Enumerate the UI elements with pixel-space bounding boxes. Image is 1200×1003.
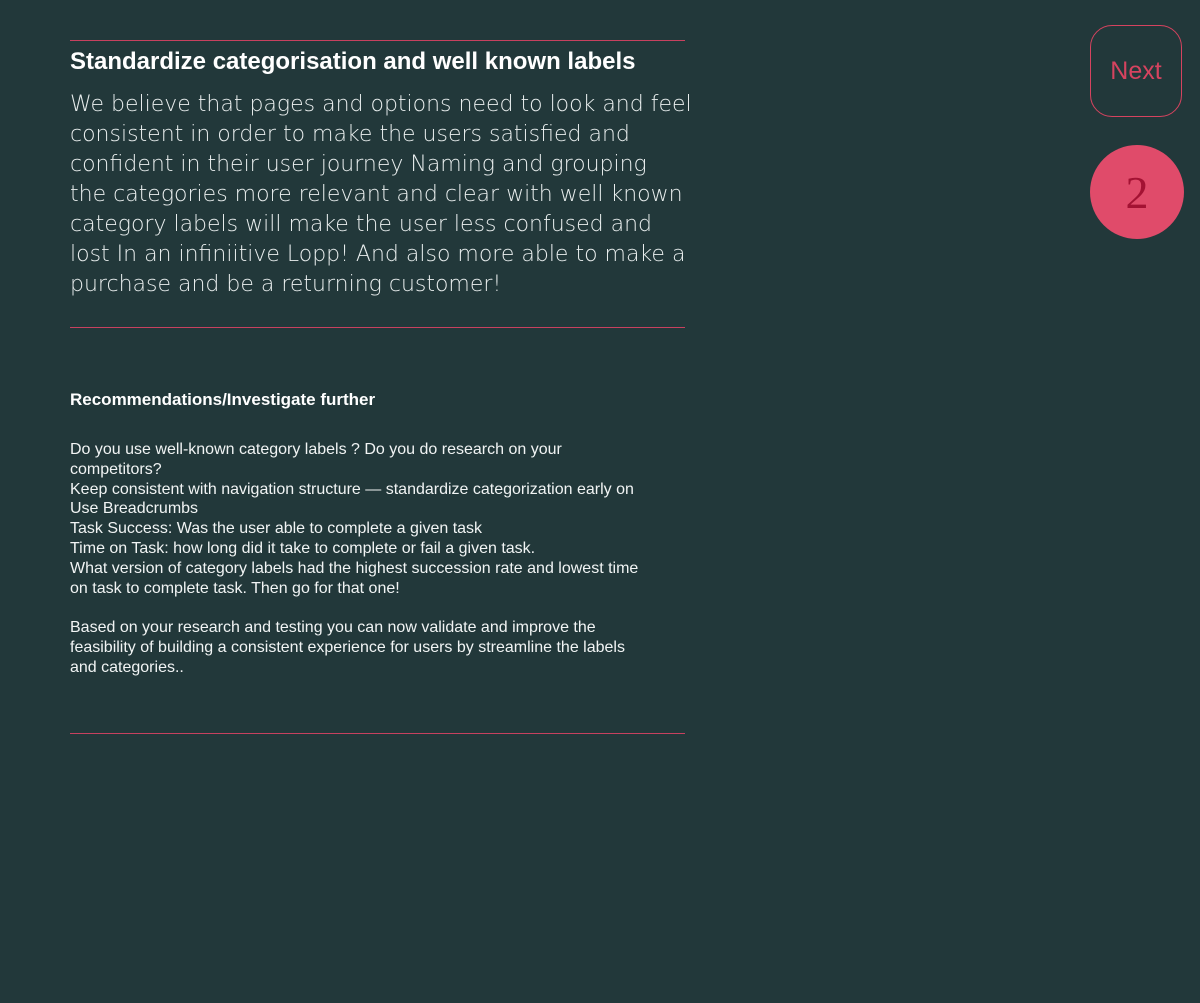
conclusion-line: feasibility of building a consistent experience for users by streamline the labels [70, 638, 625, 656]
top-divider [70, 40, 685, 41]
recommendations-list [70, 440, 710, 678]
conclusion-line: Based on your research and testing you can now validate and improve the [70, 619, 596, 637]
recommendation-line: Time on Task: how long did it take to complete or fail a given task. [70, 539, 536, 557]
page-number-badge: 2 [1090, 145, 1184, 239]
section-title: Standardize categorisation and well known labels [70, 48, 636, 75]
next-button[interactable]: Next [1090, 25, 1182, 117]
lead-line: We believe that pages and options need to look and feel [70, 92, 692, 117]
recommendation-line: on task to complete task. Then go for that one! [70, 579, 400, 597]
recommendations-title: Recommendations/Investigate further [70, 390, 376, 409]
recommendation-line: Keep consistent with navigation structure — standardize categorization early on [70, 480, 634, 498]
recommendation-line: What version of category labels had the highest succession rate and lowest time [70, 559, 639, 577]
recommendation-line: Task Success: Was the user able to complete a given task [70, 520, 483, 538]
lead-line: purchase and be a returning customer! [70, 272, 502, 297]
middle-divider [70, 327, 685, 328]
recommendation-line: competitors? [70, 460, 162, 478]
section-lead-paragraph [70, 90, 710, 300]
conclusion-line: and categories.. [70, 658, 184, 676]
lead-line: confident in their user journey Naming and grouping [70, 152, 647, 177]
lead-line: lost In an infiniitive Lopp! And also more able to make a [70, 242, 686, 267]
lead-line: consistent in order to make the users satisfied and [70, 122, 630, 147]
recommendation-line: Do you use well-known category labels ? Do you do research on your [70, 441, 562, 458]
lead-line: the categories more relevant and clear with well known [70, 182, 683, 207]
recommendation-line: Use Breadcrumbs [70, 500, 199, 518]
paragraph-gap [70, 598, 710, 618]
lead-line: category labels will make the user less confused and [70, 212, 653, 237]
bottom-divider [70, 733, 685, 734]
